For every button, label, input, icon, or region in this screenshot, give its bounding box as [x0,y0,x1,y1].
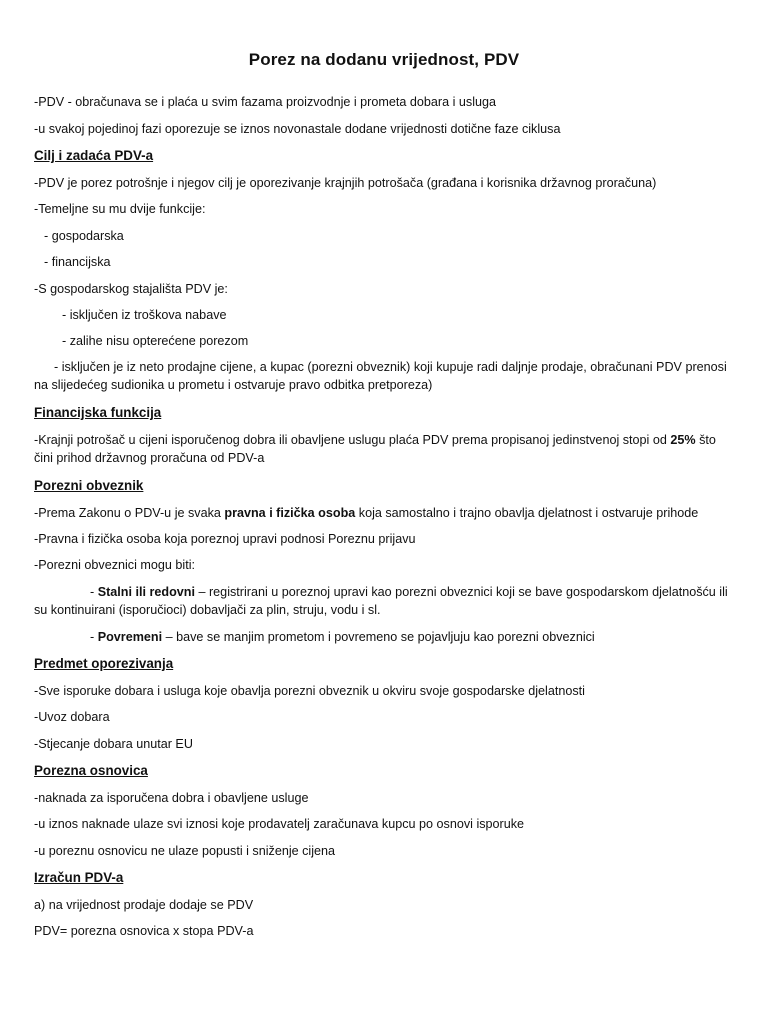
intro-line-2: -u svakoj pojedinoj fazi oporezuje se iznos novonastale dodane vrijednosti dotične faze ciklusa [34,122,561,136]
financijska-text-a: -Krajnji potrošač u cijeni isporučenog dobra ili obavljene uslugu plaća PDV prema propisanoj jedinstvenoj stopi od [34,433,671,447]
obveznik-type-stalni [34,583,738,619]
predmet-item-1: -Sve isporuke dobara i usluga koje obavlja porezni obveznik u okviru svoje gospodarske djelatnosti [34,684,585,698]
type-povremeni-label: Povremeni [97,630,163,644]
section-heading-predmet: Predmet oporezivanja [34,656,174,671]
obveznik-text-bold: pravna i fizička osoba [224,506,356,520]
osnovica-item-2: -u iznos naknade ulaze svi iznosi koje prodavatelj zaračunava kupcu po osnovi isporuke [34,817,525,831]
section-heading-financijska: Financijska funkcija [34,405,162,420]
type-stalni-label: Stalni ili redovni [97,585,195,599]
section-heading-cilj: Cilj i zadaća PDV-a [34,148,154,163]
cilj-paragraph-1: -PDV je porez potrošnje i njegov cilj je oporezivanje krajnjih potrošača (građana i korisnika državnog proračuna) [34,176,657,190]
section-heading-obveznik: Porezni obveznik [34,478,144,493]
predmet-item-2: -Uvoz dobara [34,710,110,724]
financijska-text-c: što čini prihod državnog proračuna od PDV-a [34,433,716,465]
obveznik-paragraph-2: -Pravna i fizička osoba koja poreznoj upravi podnosi Poreznu prijavu [34,532,416,546]
obveznik-type-povremeni [34,628,738,646]
izracun-formula: PDV= porezna osnovica x stopa PDV-a [34,924,254,938]
function-item-financijska: - financijska [44,255,111,269]
page-title: Porez na dodanu vrijednost, PDV [248,50,520,69]
type-dash: - [90,585,98,599]
stajaliste-item-2: - zalihe nisu opterećene porezom [62,334,249,348]
type-dash: - [90,630,98,644]
cilj-paragraph-3: -S gospodarskog stajališta PDV je: [34,282,228,296]
obveznik-paragraph-3: -Porezni obveznici mogu biti: [34,558,195,572]
predmet-item-3: -Stjecanje dobara unutar EU [34,737,193,751]
izracun-step-a: a) na vrijednost prodaje dodaje se PDV [34,898,254,912]
osnovica-item-3: -u poreznu osnovicu ne ulaze popusti i sniženje cijena [34,844,336,858]
function-item-gospodarska: - gospodarska [44,229,124,243]
type-stalni-desc: – registrirani u poreznoj upravi kao porezni obveznici koji se bave gospodarskom djelatnošću ili su kontinuirani (isporučioci) dobavljači za plin, struju, vodu i sl. [34,585,728,617]
obveznik-text-c: koja samostalno i trajno obavlja djelatnost i ostvaruje prihode [355,506,699,520]
section-heading-izracun: Izračun PDV-a [34,870,124,885]
obveznik-paragraph-1 [34,504,738,522]
financijska-paragraph [34,431,738,467]
type-povremeni-desc: – bave se manjim prometom i povremeno se pojavljuju kao porezni obveznici [162,630,595,644]
section-heading-osnovica: Porezna osnovica [34,763,148,778]
obveznik-text-a: -Prema Zakonu o PDV-u je svaka [34,506,225,520]
stajaliste-item-3: - isključen je iz neto prodajne cijene, a kupac (porezni obveznik) koji kupuje radi daljnje prodaje, obračunani PDV prenosi na slijedećeg sudionika u prometu i ostvaruje pravo odbitka pretporeza) [34,360,727,392]
stajaliste-item-1: - isključen iz troškova nabave [62,308,227,322]
stopa-value: 25% [670,433,696,447]
intro-line-1: -PDV - obračunava se i plaća u svim fazama proizvodnje i prometa dobara i usluga [34,95,497,109]
cilj-paragraph-2: -Temeljne su mu dvije funkcije: [34,202,206,216]
osnovica-item-1: -naknada za isporučena dobra i obavljene usluge [34,791,309,805]
